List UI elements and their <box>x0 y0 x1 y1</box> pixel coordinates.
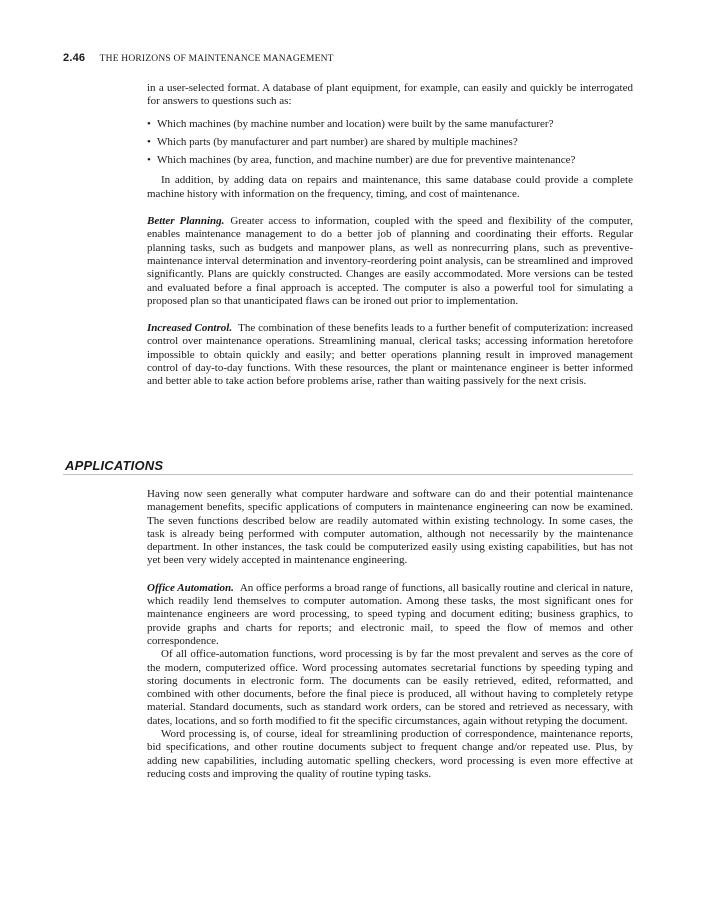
better-planning-paragraph <box>147 215 633 308</box>
list-item-text: Which parts (by manufacturer and part number) are shared by multiple machines? <box>157 135 518 148</box>
word-processing-paragraph: Of all office-automation functions, word processing is by far the most prevalent and serves as the core of the modern, computerized office. Word processing automates secretarial functions by speeding typing and storing documents in electronic form. The documents can be easily retrieved, edited, reformatted, and combined with other documents, before the final piece is produced, all without having to completely retype material. Standard documents, such as standard work orders, can be stored and retrieved as necessary, with dates, locations, and so forth modified to fit the specific circumstances, again without retyping the document. <box>147 648 633 727</box>
bullet-icon: • <box>147 154 151 167</box>
section-divider <box>63 474 633 475</box>
applications-heading: APPLICATIONS <box>65 458 164 473</box>
better-planning-text: Greater access to information, coupled with the speed and flexibility of the computer, enables maintenance management to do a better job of planning and coordinating their efforts. Regular planning tasks, such as budgets and manpower plans, as well as nonrecurring plans, such as preventive-maintenance interval determination and inventory-reordering point analysis, can be streamlined and improved significantly. Plans are quickly constructed. Changes are easily accommodated. More versions can be tested and evaluated before a final approach is accepted. The computer is also a powerful tool for simulating a proposed plan so that unanticipated flaws can be ironed out prior to implementation. <box>147 215 633 307</box>
applications-intro-paragraph: Having now seen generally what computer hardware and software can do and their potential maintenance management benefits, specific applications of computers in maintenance engineering can now be examined. The seven functions described below are readily automated within existing technology. In some cases, the task is already being performed with computer automation, although not necessarily by the maintenance department. In other instances, the task could be computerized easily using existing capabilities, but has not yet been very widely accepted in maintenance engineering. <box>147 488 633 567</box>
list-item <box>147 136 633 149</box>
list-item-text: Which machines (by machine number and location) were built by the same manufacturer? <box>157 117 554 130</box>
running-header <box>63 52 334 64</box>
increased-control-paragraph <box>147 322 633 388</box>
office-automation-heading: Office Automation. <box>147 581 234 594</box>
office-automation-text: An office performs a broad range of functions, all basically routine and clerical in nature, which readily lend themselves to computer automation. Among these tasks, the most significant ones for maintenance engineers are word processing, to speed typing and document editing; business graphics, to provide graphs and charts for reports; and electronic mail, to speed the flow of memos and other correspondence. <box>147 581 634 647</box>
intro-paragraph: in a user-selected format. A database of plant equipment, for example, can easily and quickly be interrogated for answers to questions such as: <box>147 82 633 108</box>
top-text-block <box>147 82 633 389</box>
better-planning-heading: Better Planning. <box>147 215 225 228</box>
running-title: THE HORIZONS OF MAINTENANCE MANAGEMENT <box>99 54 334 64</box>
bullet-icon: • <box>147 135 151 148</box>
word-processing-benefits-paragraph: Word processing is, of course, ideal for streamlining production of correspondence, maintenance reports, bid specifications, and other routine documents subject to frequent change and/or repeated use. Plus, by adding new capabilities, including automatic spelling checkers, word processing is even more effective at reducing costs and improving the quality of routine typing tasks. <box>147 728 633 780</box>
office-automation-paragraph <box>147 582 633 648</box>
list-item <box>147 118 633 131</box>
question-list <box>147 118 633 168</box>
list-item <box>147 154 633 167</box>
increased-control-heading: Increased Control. <box>147 322 233 335</box>
increased-control-text: The combination of these benefits leads to a further benefit of computerization: increased control over maintenance operations. Streamlining manual, clerical tasks; accessing information heretofore impossible to obtain quickly and easily; and better operations planning result in improved management control of day-to-day functions. With these resources, the plant or maintenance engineer is better informed and better able to take action before problems arise, rather than waiting passively for the next crisis. <box>147 322 633 388</box>
bullet-icon: • <box>147 117 151 130</box>
list-item-text: Which machines (by area, function, and machine number) are due for preventive maintenance? <box>157 154 576 167</box>
applications-text-block <box>147 488 633 781</box>
page-number: 2.46 <box>63 52 86 64</box>
addition-paragraph: In addition, by adding data on repairs and maintenance, this same database could provide a complete machine history with information on the frequency, timing, and cost of maintenance. <box>147 174 633 200</box>
